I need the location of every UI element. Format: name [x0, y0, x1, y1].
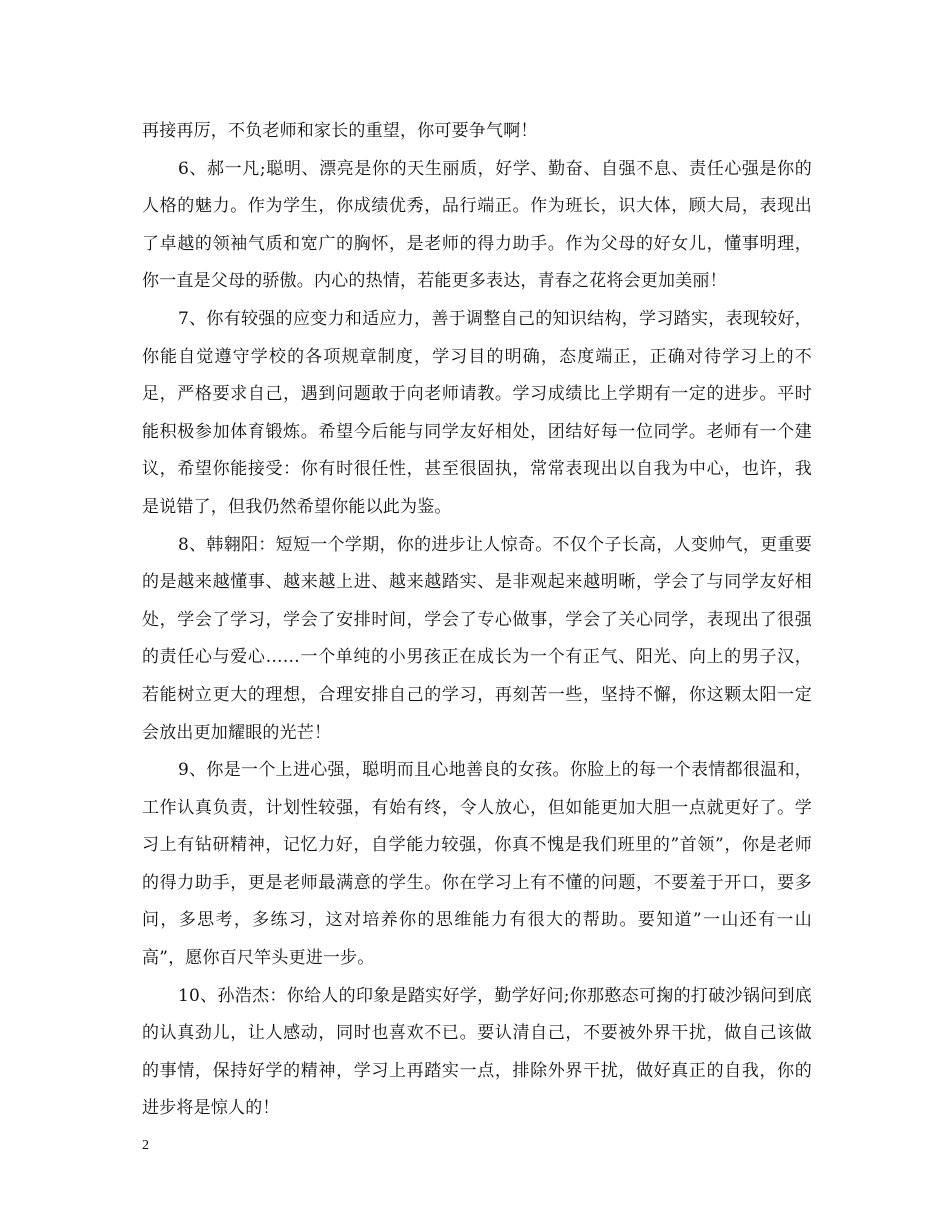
page-number: 2 — [142, 1138, 149, 1153]
paragraph-comment-8: 8、韩翱阳：短短一个学期，你的进步让人惊奇。不仅个子长高，人变帅气，更重要的是越来越懂事、越来越上进、越来越踏实、是非观起来越明晰，学会了与同学友好相处，学会了学习，学会了安排时间，学会了专心做事，学会了关心同学，表现出了很强的责任心与爱心……一个单纯的小男孩正在成长为一个有正气、阳光、向上的男子汉，若能树立更大的理想，合理安排自己的学习，再刻苦一些，坚持不懈，你这颗太阳一定会放出更加耀眼的光芒！ — [142, 534, 812, 743]
paragraph-comment-10: 10、孙浩杰：你给人的印象是踏实好学，勤学好问;你那憨态可掬的打破沙锅问到底的认真劲儿，让人感动，同时也喜欢不已。要认清自己，不要被外界干扰，做自己该做的事情，保持好学的精神，学习上再踏实一点，排除外界干扰，做好真正的自我，你的进步将是惊人的！ — [142, 985, 812, 1119]
paragraph-comment-7: 7、你有较强的应变力和适应力，善于调整自己的知识结构，学习踏实，表现较好，你能自觉遵守学校的各项规章制度，学习目的明确，态度端正，正确对待学习上的不足，严格要求自己，遇到问题敢于向老师请教。学习成绩比上学期有一定的进步。平时能积极参加体育锻炼。希望今后能与同学友好相处，团结好每一位同学。老师有一个建议，希望你能接受：你有时很任性，甚至很固执，常常表现出以自我为中心，也许，我是说错了，但我仍然希望你能以此为鉴。 — [142, 308, 812, 517]
paragraph-comment-9: 9、你是一个上进心强，聪明而且心地善良的女孩。你脸上的每一个表情都很温和，工作认真负责，计划性较强，有始有终，令人放心，但如能更加大胆一点就更好了。学习上有钻研精神，记忆力好，自学能力较强，你真不愧是我们班里的”首领”，你是老师的得力助手，更是老师最满意的学生。你在学习上有不懂的问题，不要羞于开口，要多问，多思考，多练习，这对培养你的思维能力有很大的帮助。要知道”一山还有一山高”，愿你百尺竿头更进一步。 — [142, 760, 812, 969]
document-body — [142, 113, 812, 1128]
paragraph-comment-6: 6、郝一凡;聪明、漂亮是你的天生丽质，好学、勤奋、自强不息、责任心强是你的人格的魅力。作为学生，你成绩优秀，品行端正。作为班长，识大体，顾大局，表现出了卓越的领袖气质和宽广的胸怀，是老师的得力助手。作为父母的好女儿，懂事明理，你一直是父母的骄傲。内心的热情，若能更多表达，青春之花将会更加美丽！ — [142, 158, 812, 292]
paragraph-continuation: 再接再厉，不负老师和家长的重望，你可要争气啊！ — [142, 121, 538, 141]
